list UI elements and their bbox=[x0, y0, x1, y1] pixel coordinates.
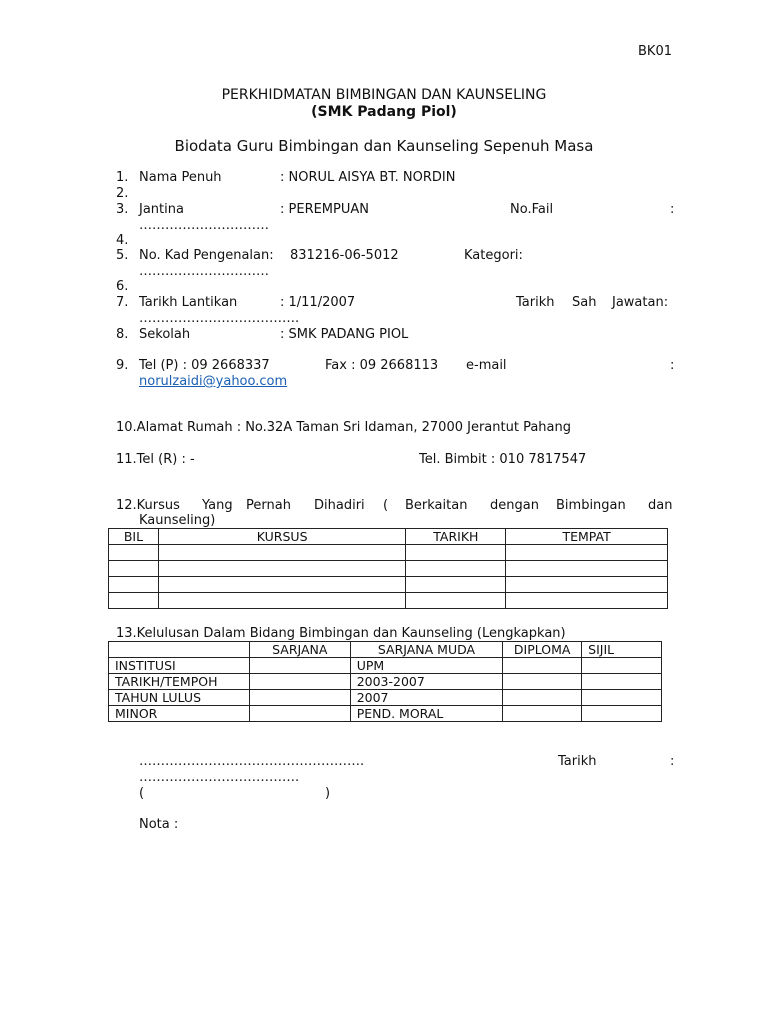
school-name: (SMK Padang Piol) bbox=[311, 104, 457, 120]
fax: Fax : 09 2668113 bbox=[325, 358, 439, 373]
table-cell: PEND. MORAL bbox=[350, 706, 503, 722]
table-header-cell: TEMPAT bbox=[506, 529, 668, 545]
table-cell: UPM bbox=[350, 658, 503, 674]
sekolah-value: : SMK PADANG PIOL bbox=[280, 327, 409, 342]
kursus-heading: Pernah bbox=[246, 498, 291, 513]
name-paren-open: ( bbox=[139, 786, 145, 801]
table-cell bbox=[582, 658, 662, 674]
table-cell bbox=[158, 545, 405, 561]
table-cell bbox=[249, 674, 350, 690]
kursus-heading: dengan bbox=[490, 498, 539, 513]
table-row bbox=[109, 561, 668, 577]
email-label: e-mail bbox=[466, 358, 507, 373]
table-cell bbox=[406, 577, 506, 593]
tel-rumah: 11.Tel (R) : - bbox=[116, 452, 195, 467]
item-number: 4. bbox=[116, 233, 129, 248]
table-cell bbox=[158, 593, 405, 609]
kursus-heading: dan bbox=[648, 498, 673, 513]
table-cell bbox=[109, 593, 159, 609]
kursus-heading: Dihadiri bbox=[314, 498, 365, 513]
item-number: 7. bbox=[116, 295, 129, 310]
email-colon: : bbox=[670, 358, 675, 373]
kursus-table bbox=[108, 528, 668, 609]
jantina-label: Jantina bbox=[139, 202, 184, 217]
email-link[interactable]: norulzaidi@yahoo.com bbox=[139, 374, 288, 389]
kategori-label: Kategori: bbox=[464, 248, 523, 263]
item-number: 9. bbox=[116, 358, 129, 373]
nama-value: : NORUL AISYA BT. NORDIN bbox=[280, 170, 456, 185]
item-number: 5. bbox=[116, 248, 129, 263]
table-cell bbox=[406, 545, 506, 561]
nota-label: Nota : bbox=[139, 817, 179, 832]
table-header-cell: DIPLOMA bbox=[503, 642, 582, 658]
page-subtitle: Biodata Guru Bimbingan dan Kaunseling Sepenuh Masa bbox=[174, 137, 594, 155]
table-row bbox=[109, 545, 668, 561]
table-cell: TAHUN LULUS bbox=[109, 690, 250, 706]
table-header-row bbox=[109, 529, 668, 545]
table-cell bbox=[249, 658, 350, 674]
table-cell: INSTITUSI bbox=[109, 658, 250, 674]
kelulusan-table bbox=[108, 641, 662, 722]
table-cell bbox=[506, 593, 668, 609]
table-cell: 2003-2007 bbox=[350, 674, 503, 690]
kelulusan-heading: 13.Kelulusan Dalam Bidang Bimbingan dan Kaunseling (Lengkapkan) bbox=[116, 626, 566, 641]
sah-label: Tarikh bbox=[516, 295, 555, 310]
kursus-heading: ( bbox=[383, 498, 389, 513]
kursus-heading: Bimbingan bbox=[556, 498, 626, 513]
table-row bbox=[109, 690, 662, 706]
kursus-heading: Yang bbox=[202, 498, 233, 513]
table-cell bbox=[503, 674, 582, 690]
kursus-heading: Kaunseling) bbox=[139, 513, 216, 528]
table-header-cell: KURSUS bbox=[158, 529, 405, 545]
table-header-cell bbox=[109, 642, 250, 658]
table-row bbox=[109, 593, 668, 609]
sekolah-label: Sekolah bbox=[139, 327, 191, 342]
signature-line: ……………………………………………. bbox=[139, 754, 365, 769]
item-number: 3. bbox=[116, 202, 129, 217]
signature-date-label: Tarikh bbox=[558, 754, 597, 769]
table-cell bbox=[406, 593, 506, 609]
alamat-rumah: 10.Alamat Rumah : No.32A Taman Sri Idaman, 27000 Jerantut Pahang bbox=[116, 420, 571, 435]
no-fail-label: No.Fail bbox=[510, 202, 554, 217]
kp-label: No. Kad Pengenalan: bbox=[139, 248, 274, 263]
table-cell bbox=[503, 706, 582, 722]
table-cell bbox=[506, 545, 668, 561]
item-number: 1. bbox=[116, 170, 129, 185]
item-number: 2. bbox=[116, 186, 129, 201]
sah-label: Jawatan: bbox=[612, 295, 669, 310]
table-cell bbox=[158, 561, 405, 577]
table-cell bbox=[503, 690, 582, 706]
table-cell bbox=[506, 577, 668, 593]
table-cell: MINOR bbox=[109, 706, 250, 722]
doc-code: BK01 bbox=[638, 44, 672, 59]
item-number: 6. bbox=[116, 279, 129, 294]
jantina-value: : PEREMPUAN bbox=[280, 202, 370, 217]
item-number: 8. bbox=[116, 327, 129, 342]
table-cell bbox=[406, 561, 506, 577]
table-header-cell: BIL bbox=[109, 529, 159, 545]
table-cell: 2007 bbox=[350, 690, 503, 706]
no-fail-colon: : bbox=[670, 202, 675, 217]
table-header-row bbox=[109, 642, 662, 658]
lantikan-label: Tarikh Lantikan bbox=[139, 295, 238, 310]
table-cell bbox=[582, 690, 662, 706]
sah-label: Sah bbox=[572, 295, 597, 310]
table-cell: TARIKH/TEMPOH bbox=[109, 674, 250, 690]
table-row bbox=[109, 577, 668, 593]
table-cell bbox=[503, 658, 582, 674]
table-cell bbox=[109, 561, 159, 577]
nama-label: Nama Penuh bbox=[139, 170, 222, 185]
table-cell bbox=[109, 577, 159, 593]
table-header-cell: TARIKH bbox=[406, 529, 506, 545]
table-cell bbox=[109, 545, 159, 561]
signature-date-dots: ………………………………. bbox=[139, 770, 300, 785]
signature-date-colon: : bbox=[670, 754, 675, 769]
table-cell bbox=[582, 706, 662, 722]
kp-value: 831216-06-5012 bbox=[290, 248, 399, 263]
table-header-cell: SIJIL bbox=[582, 642, 662, 658]
table-cell bbox=[158, 577, 405, 593]
kursus-heading: Berkaitan bbox=[405, 498, 468, 513]
tel-bimbit: Tel. Bimbit : 010 7817547 bbox=[419, 452, 587, 467]
table-cell bbox=[506, 561, 668, 577]
tel-p: Tel (P) : 09 2668337 bbox=[139, 358, 270, 373]
name-paren-close: ) bbox=[325, 786, 331, 801]
lantikan-value: : 1/11/2007 bbox=[280, 295, 356, 310]
table-cell bbox=[249, 690, 350, 706]
table-header-cell: SARJANA MUDA bbox=[350, 642, 503, 658]
table-row bbox=[109, 658, 662, 674]
page-title: PERKHIDMATAN BIMBINGAN DAN KAUNSELING bbox=[221, 87, 547, 103]
table-cell bbox=[582, 674, 662, 690]
table-header-cell: SARJANA bbox=[249, 642, 350, 658]
kategori-dots: ………………………… bbox=[139, 264, 269, 279]
no-fail-dots: ………………………… bbox=[139, 218, 269, 233]
sah-dots: ………………………………. bbox=[139, 311, 300, 326]
table-row bbox=[109, 674, 662, 690]
table-row bbox=[109, 706, 662, 722]
table-cell bbox=[249, 706, 350, 722]
kursus-heading: 12.Kursus bbox=[116, 498, 180, 513]
